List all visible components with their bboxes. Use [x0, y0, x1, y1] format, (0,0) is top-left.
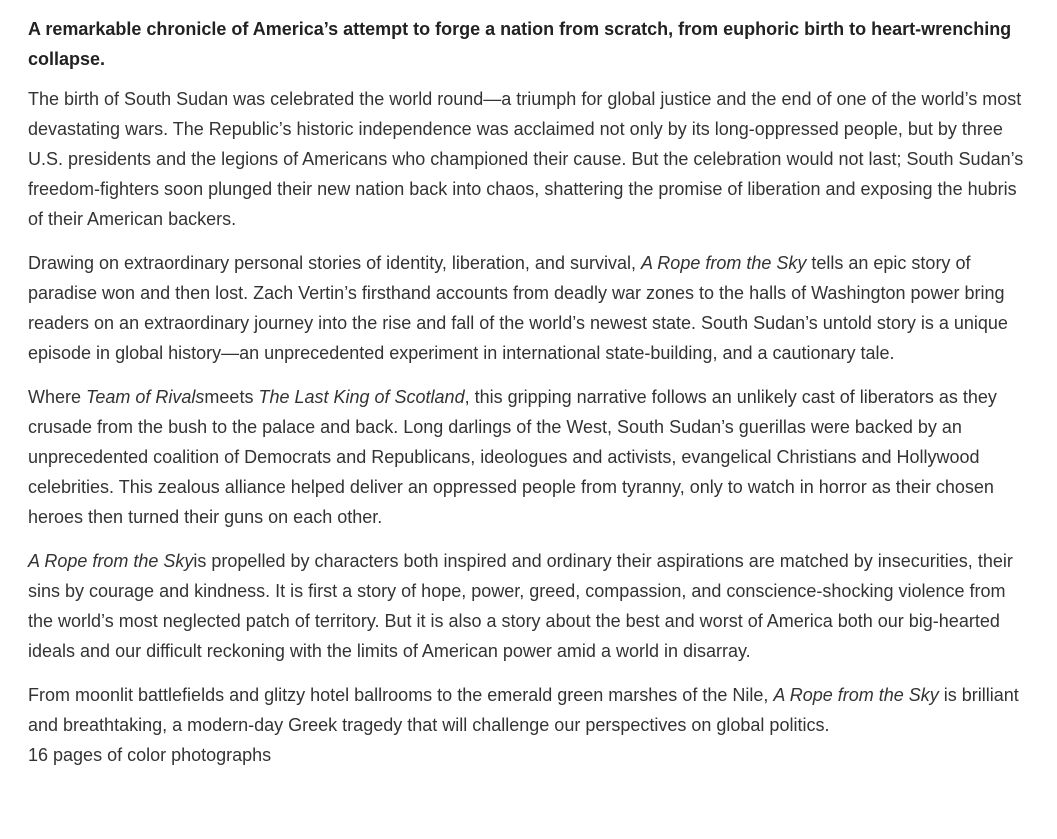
book-title-italic: A Rope from the Sky: [28, 551, 194, 571]
description-paragraph-3: [28, 382, 1028, 532]
description-paragraph-5: [28, 680, 1028, 740]
description-headline: A remarkable chronicle of America’s attempt to forge a nation from scratch, from euphoric birth to heart-wrenching collapse.: [28, 19, 1012, 69]
comparison-title-2: The Last King of Scotland: [258, 387, 465, 407]
paragraph-5-text-start: From moonlit battlefields and glitzy hotel ballrooms to the emerald green marshes of the Nile,: [28, 685, 774, 705]
photographs-note: 16 pages of color photographs: [28, 745, 272, 765]
paragraph-2-text-end: tells an epic story of paradise won and then lost. Zach Vertin’s firsthand accounts from deadly war zones to the halls of Washington power bring readers on an extraordinary journey into the rise and fall of the world’s newest state. South Sudan’s untold story is a unique episode in global history—an unprecedented experiment in international state-building, and a cautionary tale.: [28, 253, 1008, 363]
book-title-italic: A Rope from the Sky: [640, 253, 807, 273]
paragraph-3-text-start: Where: [28, 387, 87, 407]
paragraph-3-text-end: , this gripping narrative follows an unlikely cast of liberators as they crusade from the bush to the palace and back. Long darlings of the West, South Sudan’s guerillas were backed by an unprecedented coalition of Democrats and Republicans, ideologues and activists, evangelical Christians and Hollywood celebrities. This zealous alliance helped deliver an oppressed people from tyranny, only to watch in horror as their chosen heroes then turned their guns on each other.: [28, 387, 997, 527]
paragraph-2-text-start: Drawing on extraordinary personal stories of identity, liberation, and survival,: [28, 253, 641, 273]
paragraph-3-text-middle: meets: [204, 387, 259, 407]
book-title-italic: A Rope from the Sky: [773, 685, 939, 705]
book-description: [28, 14, 1028, 770]
comparison-title-1: Team of Rivals: [86, 387, 205, 407]
paragraph-4-text: is propelled by characters both inspired and ordinary their aspirations are matched by insecurities, their sins by courage and kindness. It is first a story of hope, power, greed, compassion, and conscience-shocking violence from the world’s most neglected patch of territory. But it is also a story about the best and worst of America both our big-hearted ideals and our difficult reckoning with the limits of American power amid a world in disarray.: [28, 551, 1013, 661]
paragraph-5-text-end: is brilliant and breathtaking, a modern-day Greek tragedy that will challenge our perspectives on global politics.: [28, 685, 1019, 735]
description-paragraph-2: [28, 248, 1028, 368]
description-paragraph-1: The birth of South Sudan was celebrated the world round—a triumph for global justice and the end of one of the world’s most devastating wars. The Republic’s historic independence was acclaimed not only by its long-oppressed people, but by three U.S. presidents and the legions of Americans who championed their cause. But the celebration would not last; South Sudan’s freedom-fighters soon plunged their new nation back into chaos, shattering the promise of liberation and exposing the hubris of their American backers.: [28, 89, 1024, 229]
description-paragraph-4: [28, 546, 1028, 666]
